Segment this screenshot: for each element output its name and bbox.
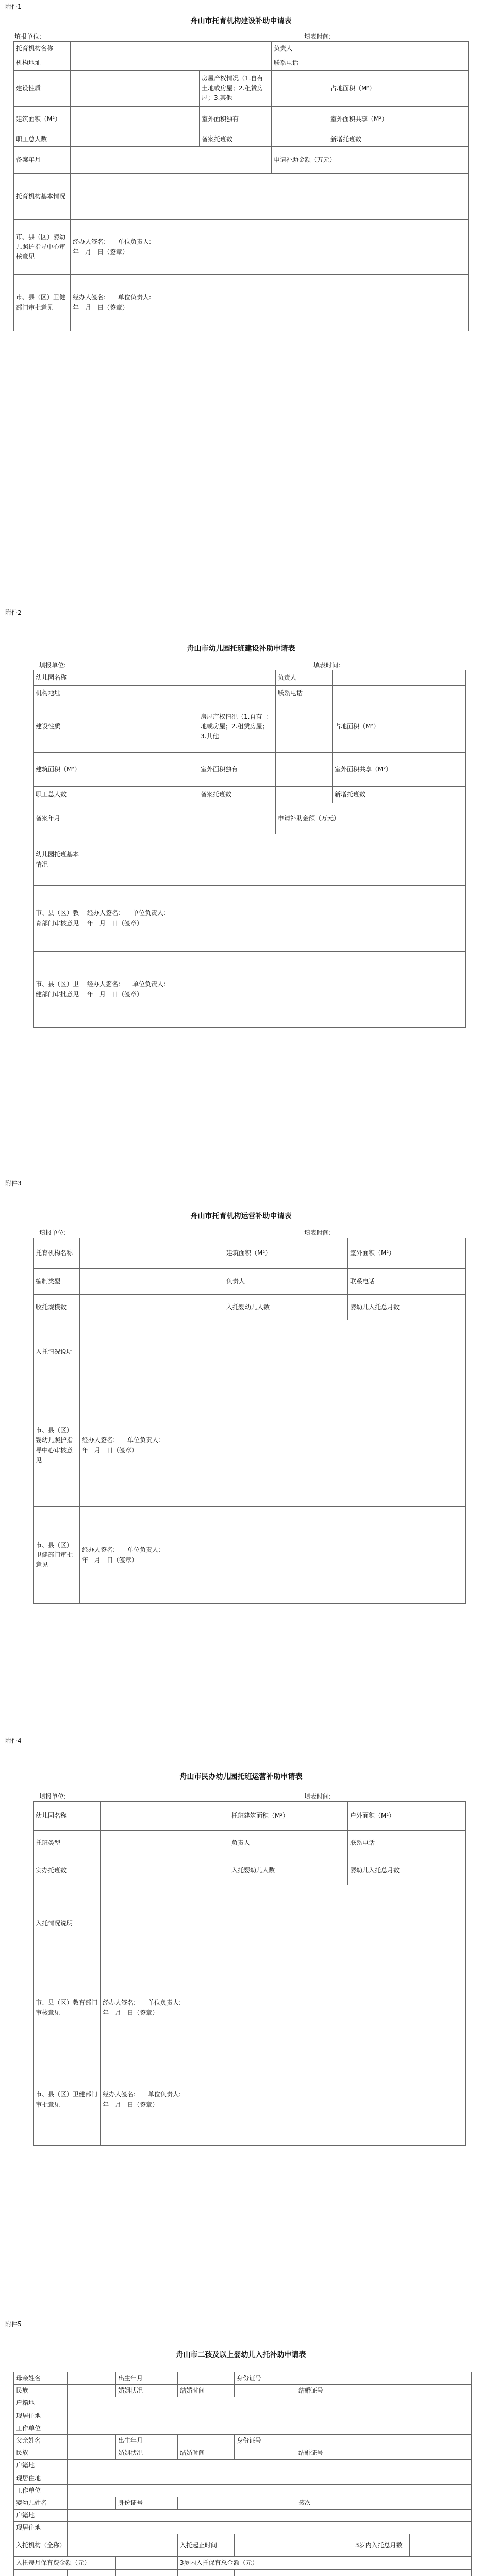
- f5-mother-work-label: 工作单位: [14, 2422, 68, 2434]
- annex-5-label: 附件5: [5, 2320, 22, 2328]
- form1-build-area-label: 建筑面积（M²）: [14, 107, 71, 132]
- f5-bank-acct-input[interactable]: [296, 2569, 472, 2576]
- form4-actual-input[interactable]: [101, 1856, 229, 1885]
- form2-outdoor-shared-label: 室外面积共享（M²）: [333, 753, 466, 787]
- form2-records-label: 备案托班数: [198, 787, 276, 803]
- form3-op2-unit-head: 单位负责人:: [127, 1546, 161, 1554]
- form1-opinion1-label: 市、县（区）婴幼儿照护指导中心审核意见: [14, 220, 71, 275]
- form4-name-label: 幼儿园名称: [34, 1802, 101, 1831]
- f5-father-hukou-label: 户籍地: [14, 2460, 68, 2472]
- f5-mother-marriage-time-input[interactable]: [235, 2385, 296, 2397]
- form1-opinion2-label: 市、县（区）卫健部门审批意见: [14, 275, 71, 331]
- form3-capacity-label: 收托规模数: [34, 1295, 80, 1320]
- f5-father-id-label: 身份证号: [235, 2434, 296, 2447]
- form3-build-area-input[interactable]: [291, 1238, 348, 1269]
- form1-op1-handler: 经办人签名:: [73, 238, 106, 246]
- form1-op2-date: 年 月 日（签章）: [73, 303, 129, 311]
- form4-op2-handler: 经办人签名:: [103, 2091, 136, 2098]
- form1-name-label: 托育机构名称: [14, 42, 71, 56]
- form4-op1-unit-head: 单位负责人:: [148, 1999, 181, 2007]
- form3-opinion1-cell[interactable]: [80, 1384, 466, 1507]
- f5-mother-residence-label: 现居住地: [14, 2410, 68, 2422]
- form4-op1-date: 年 月 日（签章）: [103, 2009, 159, 2016]
- form3-enrolled-months-label: 婴幼儿入托总月数: [348, 1295, 466, 1320]
- form2-op2-handler: 经办人签名:: [87, 980, 121, 988]
- form1-phone-label: 联系电话: [272, 56, 328, 71]
- form1-table: [13, 41, 469, 331]
- form3-capacity-input[interactable]: [80, 1295, 224, 1320]
- form1-staff-label: 职工总人数: [14, 132, 71, 147]
- f5-father-cert-label: 结婚证号: [296, 2447, 353, 2460]
- form4-enrolled-label: 入托婴幼儿人数: [229, 1856, 291, 1885]
- f5-child-name-input[interactable]: [68, 2497, 116, 2509]
- form2-opinion2-cell[interactable]: [85, 952, 466, 1028]
- form1-title: 舟山市托育机构建设补助申请表: [190, 17, 292, 25]
- annex-1-label: 附件1: [5, 3, 22, 10]
- form3-outdoor-area-label: 室外面积（M²）: [348, 1238, 466, 1269]
- form1-principal-input[interactable]: [328, 42, 469, 56]
- form3-name-input[interactable]: [80, 1238, 224, 1269]
- form4-situation-label: 入托情况说明: [34, 1885, 101, 1962]
- form3-op1-handler: 经办人签名:: [82, 1436, 115, 1444]
- form3-op2-date: 年 月 日（签章）: [82, 1556, 138, 1564]
- form1-op1-date: 年 月 日（签章）: [73, 248, 129, 256]
- f5-child-id-input[interactable]: [178, 2497, 296, 2509]
- form2-opinion1-cell[interactable]: [85, 886, 466, 952]
- form1-build-area-input[interactable]: [71, 107, 200, 132]
- form2-build-area-input[interactable]: [85, 753, 198, 787]
- form2-op1-handler: 经办人签名:: [87, 909, 121, 917]
- form1-outdoor-label: 室外面积独有: [200, 107, 272, 132]
- form3-op1-date: 年 月 日（签章）: [82, 1446, 138, 1454]
- form4-class-type-input[interactable]: [101, 1831, 229, 1856]
- f5-months3-label: 3岁内入托总月数: [353, 2534, 410, 2557]
- form2-new-records-label: 新增托班数: [333, 787, 466, 803]
- form1-record-year-label: 备案年月: [14, 147, 71, 174]
- f5-total-fee-label: 3岁内入托保育总金额（元）: [178, 2557, 296, 2569]
- form2-property-label: 房屋产权情况（1.自有土地或房屋；2.租赁房屋；3.其他: [198, 701, 276, 753]
- f5-father-cert-input[interactable]: [353, 2447, 472, 2460]
- form1-opinion1-cell[interactable]: [71, 220, 469, 275]
- form2-records-input[interactable]: [276, 787, 333, 803]
- form2-nature-label: 建设性质: [34, 701, 85, 753]
- f5-mother-work-input[interactable]: [68, 2422, 472, 2434]
- form1-basic-label: 托育机构基本情况: [14, 174, 71, 220]
- form1-property-input[interactable]: [272, 71, 328, 107]
- form1-unit-label: 填报单位:: [14, 33, 42, 40]
- form4-situation-input[interactable]: [101, 1885, 466, 1962]
- form2-record-year-input[interactable]: [85, 803, 276, 834]
- form5-table: [13, 2372, 472, 2576]
- form2-staff-label: 职工总人数: [34, 787, 85, 803]
- form1-op1-unit-head: 单位负责人:: [118, 238, 152, 246]
- form2-outdoor-label: 室外面积独有: [198, 753, 276, 787]
- f5-father-work-input[interactable]: [68, 2484, 472, 2497]
- form4-actual-label: 实办托班数: [34, 1856, 101, 1885]
- f5-institution-label: 入托机构（全称）: [14, 2534, 68, 2557]
- form2-table: [33, 670, 466, 1028]
- f5-father-birth-input[interactable]: [178, 2434, 235, 2447]
- f5-father-work-label: 工作单位: [14, 2484, 68, 2497]
- form1-nature-label: 建设性质: [14, 71, 71, 107]
- form2-op2-unit-head: 单位负责人:: [132, 980, 166, 988]
- form1-address-input[interactable]: [71, 56, 272, 71]
- form4-enrolled-months-label: 婴幼儿入托总月数: [348, 1856, 466, 1885]
- form2-opinion2-label: 市、县（区）卫健部门审批意见: [34, 952, 85, 1028]
- f5-mother-id-input[interactable]: [296, 2372, 472, 2385]
- f5-child-id-label: 身份证号: [116, 2497, 178, 2509]
- form2-land-area-label: 占地面积（M²）: [333, 701, 466, 753]
- form3-principal-input[interactable]: [291, 1269, 348, 1295]
- form1-nature-input[interactable]: [71, 71, 200, 107]
- form1-record-year-input[interactable]: [71, 147, 272, 174]
- form1-op2-handler: 经办人签名:: [73, 294, 106, 301]
- form4-opinion1-cell[interactable]: [101, 1962, 466, 2054]
- form3-opinion1-label: 市、县（区）婴幼儿照护指导中心审核意见: [34, 1384, 80, 1507]
- form2-op1-date: 年 月 日（签章）: [87, 919, 143, 927]
- f5-child-residence-label: 现居住地: [14, 2522, 68, 2534]
- f5-months3-input[interactable]: [410, 2534, 472, 2557]
- form4-opinion2-cell[interactable]: [101, 2054, 466, 2146]
- f5-father-residence-input[interactable]: [68, 2472, 472, 2484]
- form4-principal-input[interactable]: [291, 1831, 348, 1856]
- form2-name-label: 幼儿园名称: [34, 670, 85, 686]
- form2-amount-label: 申请补助金额（万元）: [276, 803, 466, 834]
- form4-build-area-input[interactable]: [291, 1802, 348, 1831]
- f5-total-fee-input[interactable]: [296, 2557, 472, 2569]
- form2-opinion1-label: 市、县（区）教育部门审核意见: [34, 886, 85, 952]
- form3-principal-label: 负责人: [224, 1269, 291, 1295]
- form1-outdoor-input[interactable]: [272, 107, 328, 132]
- form4-class-type-label: 托班类型: [34, 1831, 101, 1856]
- form1-property-label: 房屋产权情况（1.自有土地或房屋；2.租赁房屋；3.其他: [200, 71, 272, 107]
- f5-father-marriage-time-input[interactable]: [235, 2447, 296, 2460]
- f5-mother-hukou-label: 户籍地: [14, 2397, 68, 2410]
- form1-records-label: 备案托班数: [200, 132, 272, 147]
- form1-amount-label: 申请补助金额（万元）: [272, 147, 469, 174]
- f5-child-hukou-label: 户籍地: [14, 2510, 68, 2522]
- form2-build-area-label: 建筑面积（M²）: [34, 753, 85, 787]
- form2-time-label: 填表时间:: [313, 662, 341, 669]
- form3-op2-handler: 经办人签名:: [82, 1546, 115, 1554]
- form2-staff-input[interactable]: [85, 787, 198, 803]
- form2-basic-input[interactable]: [85, 834, 466, 886]
- f5-mother-birth-label: 出生年月: [116, 2372, 178, 2385]
- form4-opinion2-label: 市、县（区）卫健部门审批意见: [34, 2054, 101, 2146]
- form2-outdoor-input[interactable]: [276, 753, 333, 787]
- f5-child-residence-input[interactable]: [68, 2522, 472, 2534]
- f5-child-name-label: 婴幼儿姓名: [14, 2497, 68, 2509]
- form2-address-input[interactable]: [85, 686, 276, 701]
- f5-mother-birth-input[interactable]: [178, 2372, 235, 2385]
- form2-op2-date: 年 月 日（签章）: [87, 990, 143, 998]
- f5-mother-hukou-input[interactable]: [68, 2397, 472, 2410]
- f5-mother-cert-input[interactable]: [353, 2385, 472, 2397]
- f5-child-hukou-input[interactable]: [68, 2510, 472, 2522]
- form2-principal-input[interactable]: [333, 670, 466, 686]
- f5-bank-acct-label: [235, 2569, 296, 2576]
- f5-mother-cert-label: 结婚证号: [296, 2385, 353, 2397]
- form3-unit-label: 填报单位:: [39, 1229, 67, 1236]
- f5-monthly-fee-input[interactable]: [116, 2557, 178, 2569]
- f5-father-id-input[interactable]: [296, 2434, 472, 2447]
- f5-bank-label: [116, 2569, 178, 2576]
- f5-father-birth-label: 出生年月: [116, 2434, 178, 2447]
- form3-staff-type-label: 编制类型: [34, 1269, 80, 1295]
- form4-title: 舟山市民办幼儿园托班运营补助申请表: [179, 1773, 303, 1781]
- form2-phone-label: 联系电话: [276, 686, 333, 701]
- form1-staff-input[interactable]: [71, 132, 200, 147]
- f5-father-ethnic-input[interactable]: [68, 2447, 116, 2460]
- f5-monthly-fee-label: 入托每月保育费金额（元）: [14, 2557, 116, 2569]
- form1-address-label: 机构地址: [14, 56, 71, 71]
- form3-situation-label: 入托情况说明: [34, 1320, 80, 1384]
- form2-record-year-label: 备案年月: [34, 803, 85, 834]
- form3-situation-input[interactable]: [80, 1320, 466, 1384]
- form1-new-records-label: 新增托班数: [328, 132, 469, 147]
- f5-father-marriage-time-label: 结婚时间: [178, 2447, 235, 2460]
- form4-enrolled-input[interactable]: [291, 1856, 348, 1885]
- form3-staff-type-input[interactable]: [80, 1269, 224, 1295]
- form4-time-label: 填表时间:: [304, 1793, 331, 1800]
- f5-mother-name-input[interactable]: [68, 2372, 116, 2385]
- form2-basic-label: 幼儿园托班基本情况: [34, 834, 85, 886]
- annex-4-label: 附件4: [5, 1737, 22, 1744]
- f5-start-time-label: 入托起止时间: [178, 2534, 235, 2557]
- form2-nature-input[interactable]: [85, 701, 198, 753]
- f5-applicant-input[interactable]: [68, 2569, 116, 2576]
- form4-op2-date: 年 月 日（签章）: [103, 2100, 159, 2108]
- f5-institution-input[interactable]: [68, 2534, 178, 2557]
- form2-address-label: 机构地址: [34, 686, 85, 701]
- form1-basic-input[interactable]: [71, 174, 469, 220]
- form3-enrolled-label: 入托婴幼儿人数: [224, 1295, 291, 1320]
- form2-unit-label: 填报单位:: [39, 662, 67, 669]
- form3-name-label: 托育机构名称: [34, 1238, 80, 1269]
- form3-time-label: 填表时间:: [304, 1229, 331, 1236]
- f5-bank-input[interactable]: [178, 2569, 235, 2576]
- form2-name-input[interactable]: [85, 670, 276, 686]
- form2-property-input[interactable]: [276, 701, 333, 753]
- form5-title: 舟山市二孩及以上婴幼儿入托补助申请表: [176, 2351, 306, 2359]
- form4-build-area-label: 托班建筑面积（M²）: [229, 1802, 291, 1831]
- f5-mother-id-label: 身份证号: [235, 2372, 296, 2385]
- form3-enrolled-input[interactable]: [291, 1295, 348, 1320]
- form4-op1-handler: 经办人签名:: [103, 1999, 136, 2007]
- f5-applicant-label: [14, 2569, 68, 2576]
- f5-mother-marriage-time-label: 结婚时间: [178, 2385, 235, 2397]
- form1-principal-label: 负责人: [272, 42, 328, 56]
- f5-father-name-input[interactable]: [68, 2434, 116, 2447]
- form4-opinion1-label: 市、县（区）教育部门审核意见: [34, 1962, 101, 2054]
- form1-records-input[interactable]: [272, 132, 328, 147]
- form4-name-input[interactable]: [101, 1802, 229, 1831]
- form3-title: 舟山市托育机构运营补助申请表: [190, 1212, 292, 1221]
- form3-table: [33, 1238, 466, 1604]
- form1-land-area-label: 占地面积（M²）: [328, 71, 469, 107]
- form1-phone-input[interactable]: [328, 56, 469, 71]
- form3-phone-label: 联系电话: [348, 1269, 466, 1295]
- f5-mother-marriage-label: 婚姻状况: [116, 2385, 178, 2397]
- f5-mother-ethnic-label: 民族: [14, 2385, 68, 2397]
- f5-mother-name-label: 母亲姓名: [14, 2372, 68, 2385]
- form4-phone-label: 联系电话: [348, 1831, 466, 1856]
- form3-opinion2-cell[interactable]: [80, 1507, 466, 1604]
- f5-birth-order-input[interactable]: [353, 2497, 472, 2509]
- form2-op1-unit-head: 单位负责人:: [132, 909, 166, 917]
- form3-op1-unit-head: 单位负责人:: [127, 1436, 161, 1444]
- f5-father-ethnic-label: 民族: [14, 2447, 68, 2460]
- form2-principal-label: 负责人: [276, 670, 333, 686]
- form4-unit-label: 填报单位:: [39, 1793, 67, 1800]
- form1-opinion2-cell[interactable]: [71, 275, 469, 331]
- form1-name-input[interactable]: [71, 42, 272, 56]
- form4-principal-label: 负责人: [229, 1831, 291, 1856]
- f5-mother-residence-input[interactable]: [68, 2410, 472, 2422]
- form4-op2-unit-head: 单位负责人:: [148, 2091, 181, 2098]
- f5-father-marriage-label: 婚姻状况: [116, 2447, 178, 2460]
- form4-table: [33, 1801, 466, 2146]
- form1-op2-unit-head: 单位负责人:: [118, 294, 152, 301]
- form3-opinion2-label: 市、县（区）卫健部门审批意见: [34, 1507, 80, 1604]
- form1-time-label: 填表时间:: [304, 33, 331, 40]
- f5-start-time-input[interactable]: [235, 2534, 353, 2557]
- f5-father-hukou-input[interactable]: [68, 2460, 472, 2472]
- annex-3-label: 附件3: [5, 1180, 22, 1187]
- form2-title: 舟山市幼儿园托班建设补助申请表: [187, 645, 295, 653]
- f5-father-residence-label: 现居住地: [14, 2472, 68, 2484]
- f5-birth-order-label: 孩次: [296, 2497, 353, 2509]
- form4-outdoor-area-label: 户外面积（M²）: [348, 1802, 466, 1831]
- f5-father-name-label: 父亲姓名: [14, 2434, 68, 2447]
- form3-build-area-label: 建筑面积（M²）: [224, 1238, 291, 1269]
- form1-outdoor-shared-label: 室外面积共享（M²）: [328, 107, 469, 132]
- form2-phone-input[interactable]: [333, 686, 466, 701]
- f5-mother-ethnic-input[interactable]: [68, 2385, 116, 2397]
- annex-2-label: 附件2: [5, 609, 22, 616]
